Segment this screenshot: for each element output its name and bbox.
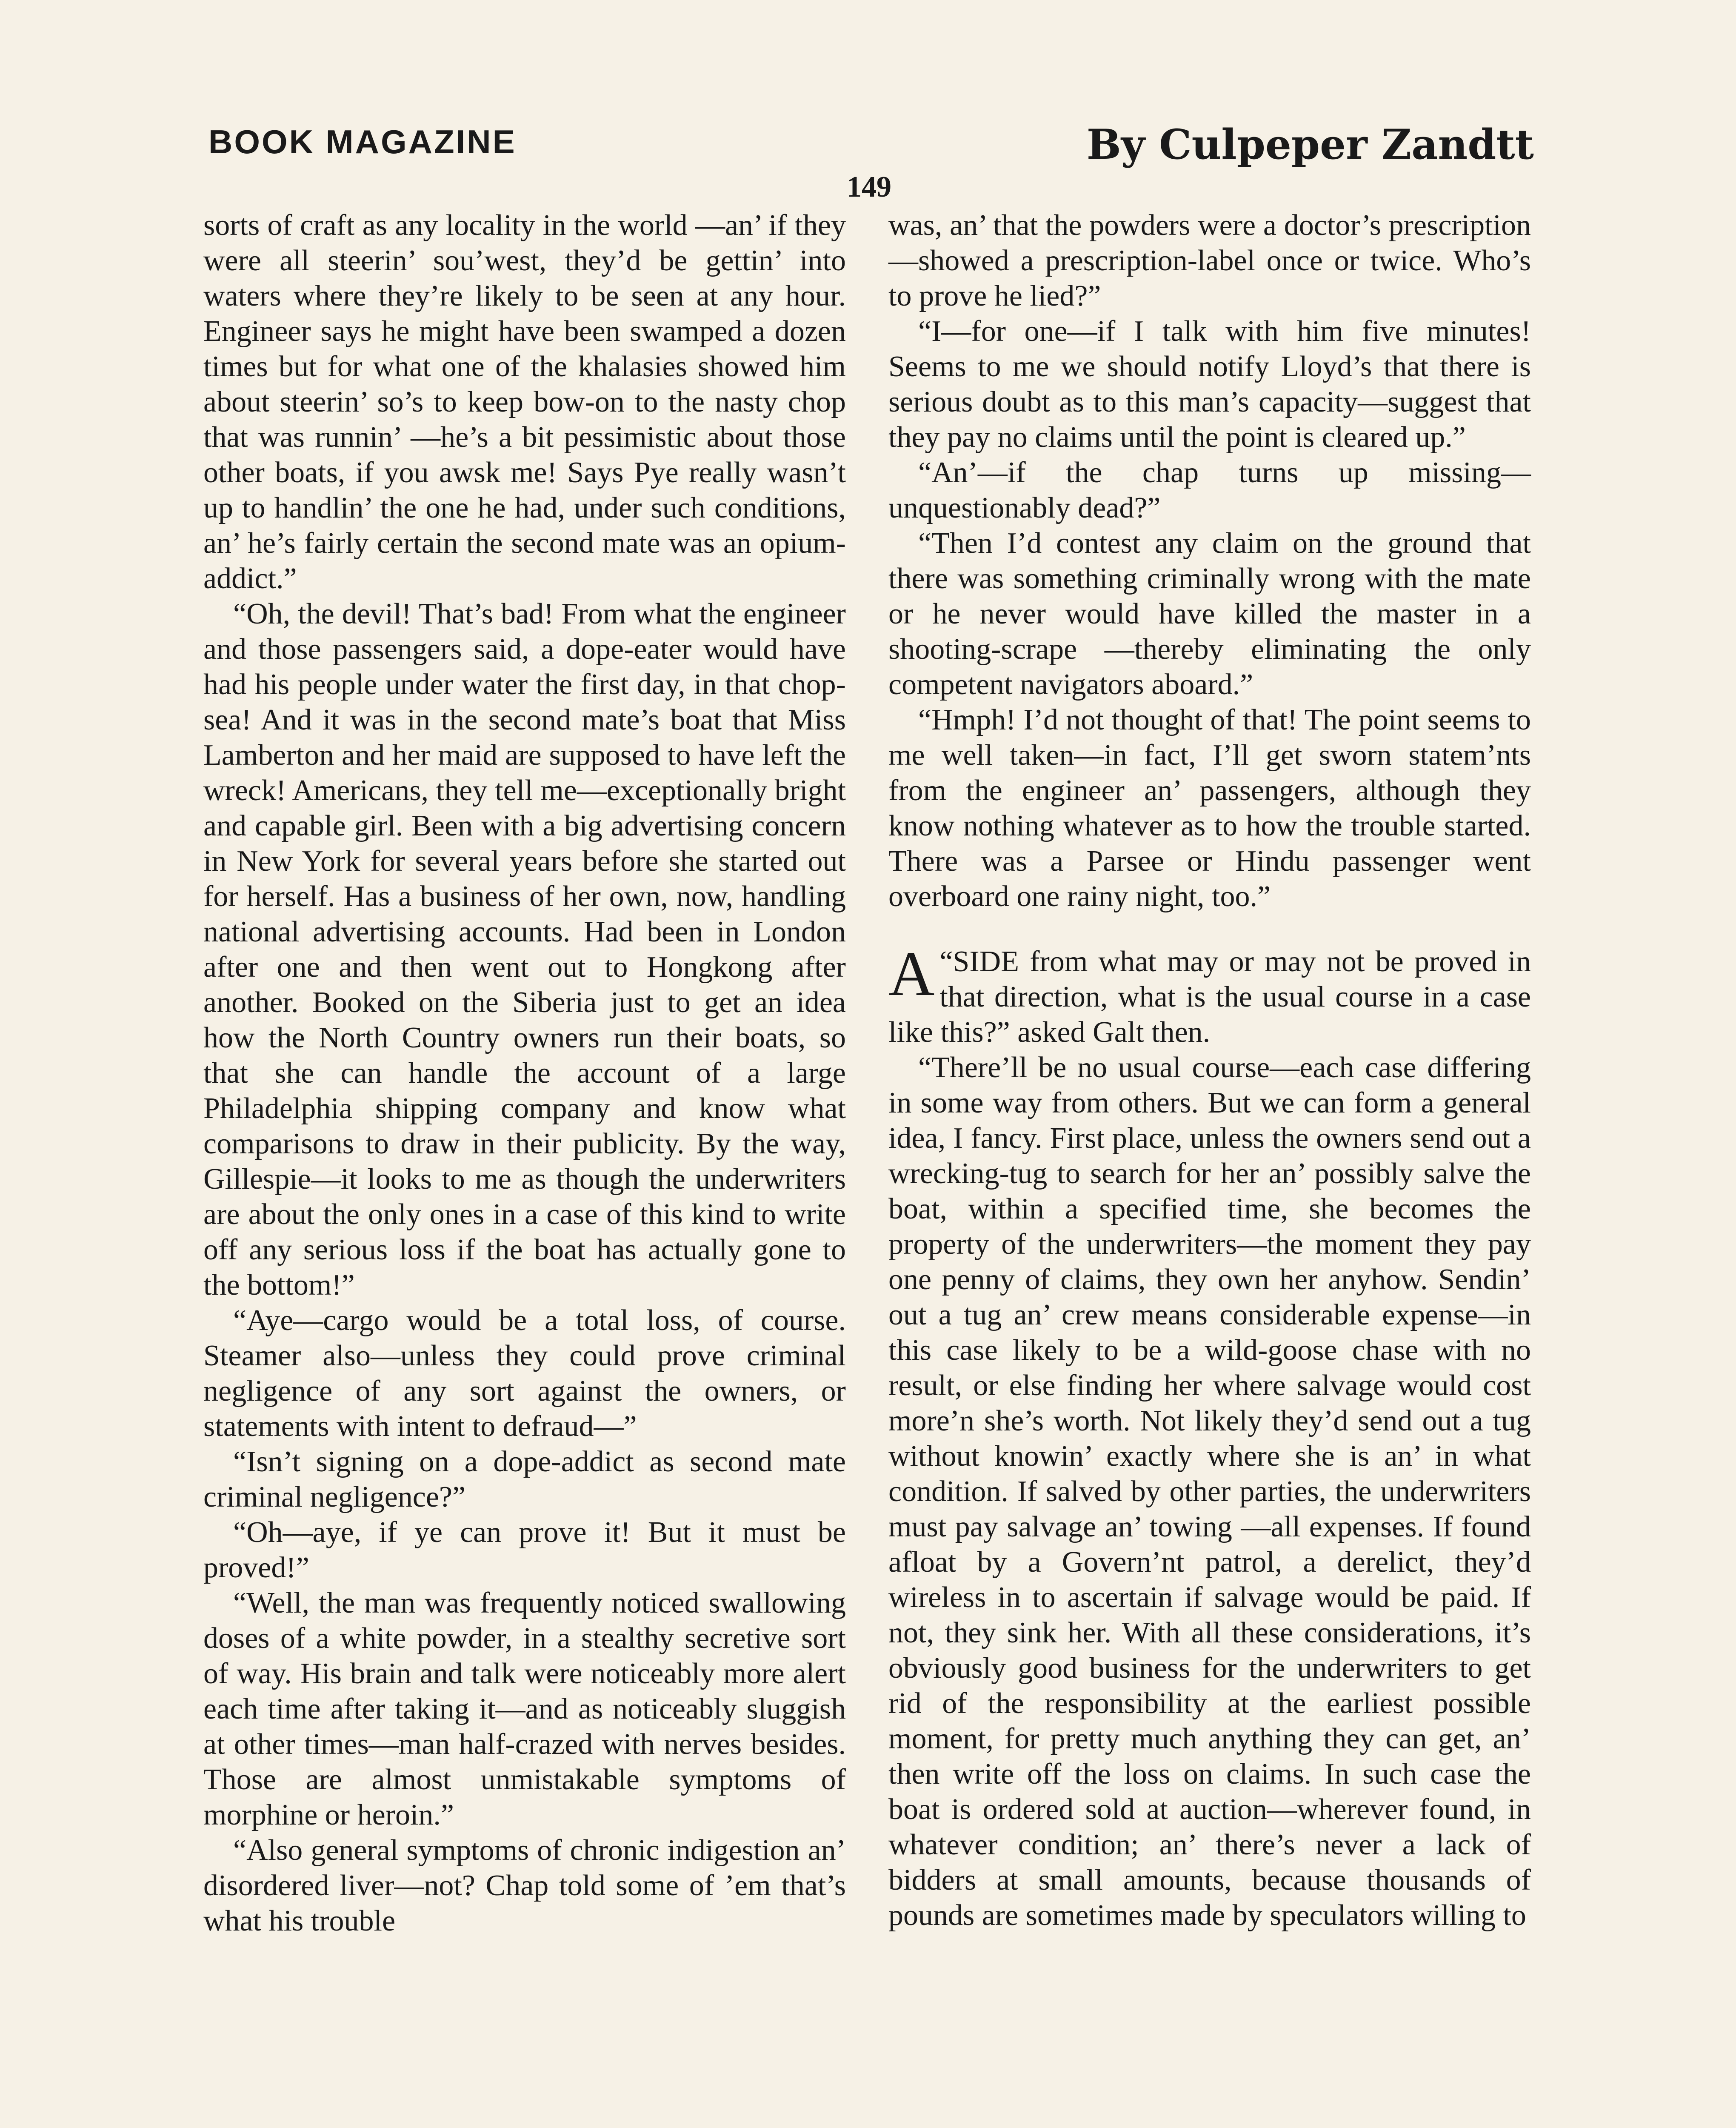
dropcap-letter: A <box>888 938 935 1009</box>
paragraph: “Oh—aye, if ye can prove it! But it must be proved!” <box>203 1516 846 1584</box>
page-number: 149 <box>847 171 891 203</box>
dropcap-paragraph-text: SIDE from what may or may not be proved in that direction, what is the usual course in a case like this?” asked Galt then. <box>888 945 1531 1049</box>
paragraph: “I—for one—if I talk with him five minutes! Seems to me we should notify Lloyd’s that there is serious doubt as to this man’s capacity—suggest that they pay no claims until the point is cleared up.” <box>888 315 1531 454</box>
paragraph: “There’ll be no usual course—each case differing in some way from others. But we can form a general idea, I fancy. First place, unless the owners send out a wrecking-tug to search for her an’ possibly salve the boat, within a specified time, she becomes the property of the underwriters—the moment they pay one penny of claims, they own her anyhow. Sendin’ out a tug an’ crew means considerable expense—in this case likely to be a wild-goose chase with no result, or else finding her where salvage would cost more’n she’s worth. Not likely they’d send out a tug without knowin’ exactly where she is an’ in what condition. If salved by other parties, the underwriters must pay salvage an’ towing —all expenses. If found afloat by a Govern’nt patrol, a derelict, they’d wireless in to ascertain if salvage would be paid. If not, they sink her. With all these considerations, it’s obviously good business for the underwriters to get rid of the responsibility at the earliest possible moment, for pretty much anything they can get, an’ then write off the loss on claims. In such case the boat is ordered sold at auction—wherever found, in whatever condition; an’ there’s never a lack of bidders at small amounts, because thousands of pounds are sometimes made by speculators willing to <box>888 1051 1531 1932</box>
paragraph: “Hmph! I’d not thought of that! The point seems to me well taken—in fact, I’ll get sworn statem’nts from the engineer an’ passengers, although they know nothing whatever as to how the trouble started. There was a Parsee or Hindu passenger went overboard one rainy night, too.” <box>888 704 1531 913</box>
left-text-column <box>203 208 846 1939</box>
paragraph: “Aye—cargo would be a total loss, of course. Steamer also—unless they could prove criminal negligence of any sort against the owners, or statements with intent to defraud—” <box>203 1304 846 1443</box>
dropcap-paragraph <box>888 938 1531 1050</box>
section-break <box>888 914 1531 944</box>
paragraph: “Also general symptoms of chronic indigestion an’ disordered liver—not? Chap told some of ’em that’s what his trouble <box>203 1834 846 1937</box>
paragraph: “Oh, the devil! That’s bad! From what the engineer and those passengers said, a dope-eater would have had his people under water the first day, in that chop-sea! And it was in the second mate’s boat that Miss Lamberton and her maid are supposed to have left the wreck! Americans, they tell me—exceptionally bright and capable girl. Been with a big advertising concern in New York for several years before she started out for herself. Has a business of her own, now, handling national advertising accounts. Had been in London after one and then went out to Hongkong after another. Booked on the Siberia just to get an idea how the North Country owners run their boats, so that she can handle the account of a large Philadelphia shipping company and know what comparisons to draw in their publicity. By the way, Gillespie—it looks to me as though the underwriters are about the only ones in a case of this kind to write off any serious loss if the boat has actually gone to the bottom!” <box>203 598 846 1301</box>
right-text-column <box>888 208 1531 1933</box>
paragraph: “Well, the man was frequently noticed swallowing doses of a white powder, in a stealthy secretive sort of way. His brain and talk were noticeably more alert each time after taking it—and as noticeably sluggish at other times—man half-crazed with nerves besides. Those are almost unmistakable symptoms of morphine or heroin.” <box>203 1587 846 1831</box>
paragraph: sorts of craft as any locality in the world —an’ if they were all steerin’ sou’west, they’d be gettin’ into waters where they’re likely to be seen at any hour. Engineer says he might have been swamped a dozen times but for what one of the khalasies showed him about steerin’ so’s to keep bow-on to the nasty chop that was runnin’ —he’s a bit pessimistic about those other boats, if you awsk me! Says Pye really wasn’t up to handlin’ the one he had, under such conditions, an’ he’s fairly certain the second mate was an opium-addict.” <box>203 209 846 595</box>
magazine-name: BOOK MAGAZINE <box>208 123 517 160</box>
dropcap-quote: “ <box>939 945 953 978</box>
author-byline: By Culpeper Zandtt <box>1086 120 1534 169</box>
paragraph: “An’—if the chap turns up missing—unquestionably dead?” <box>888 456 1531 524</box>
paragraph: was, an’ that the powders were a doctor’s prescription—showed a prescription-label once or twice. Who’s to prove he lied?” <box>888 209 1531 312</box>
paragraph: “Then I’d contest any claim on the ground that there was something criminally wrong with the mate or he never would have killed the master in a shooting-scrape —thereby eliminating the only competent navigators aboard.” <box>888 527 1531 701</box>
paragraph: “Isn’t signing on a dope-addict as second mate criminal negligence?” <box>203 1445 846 1513</box>
